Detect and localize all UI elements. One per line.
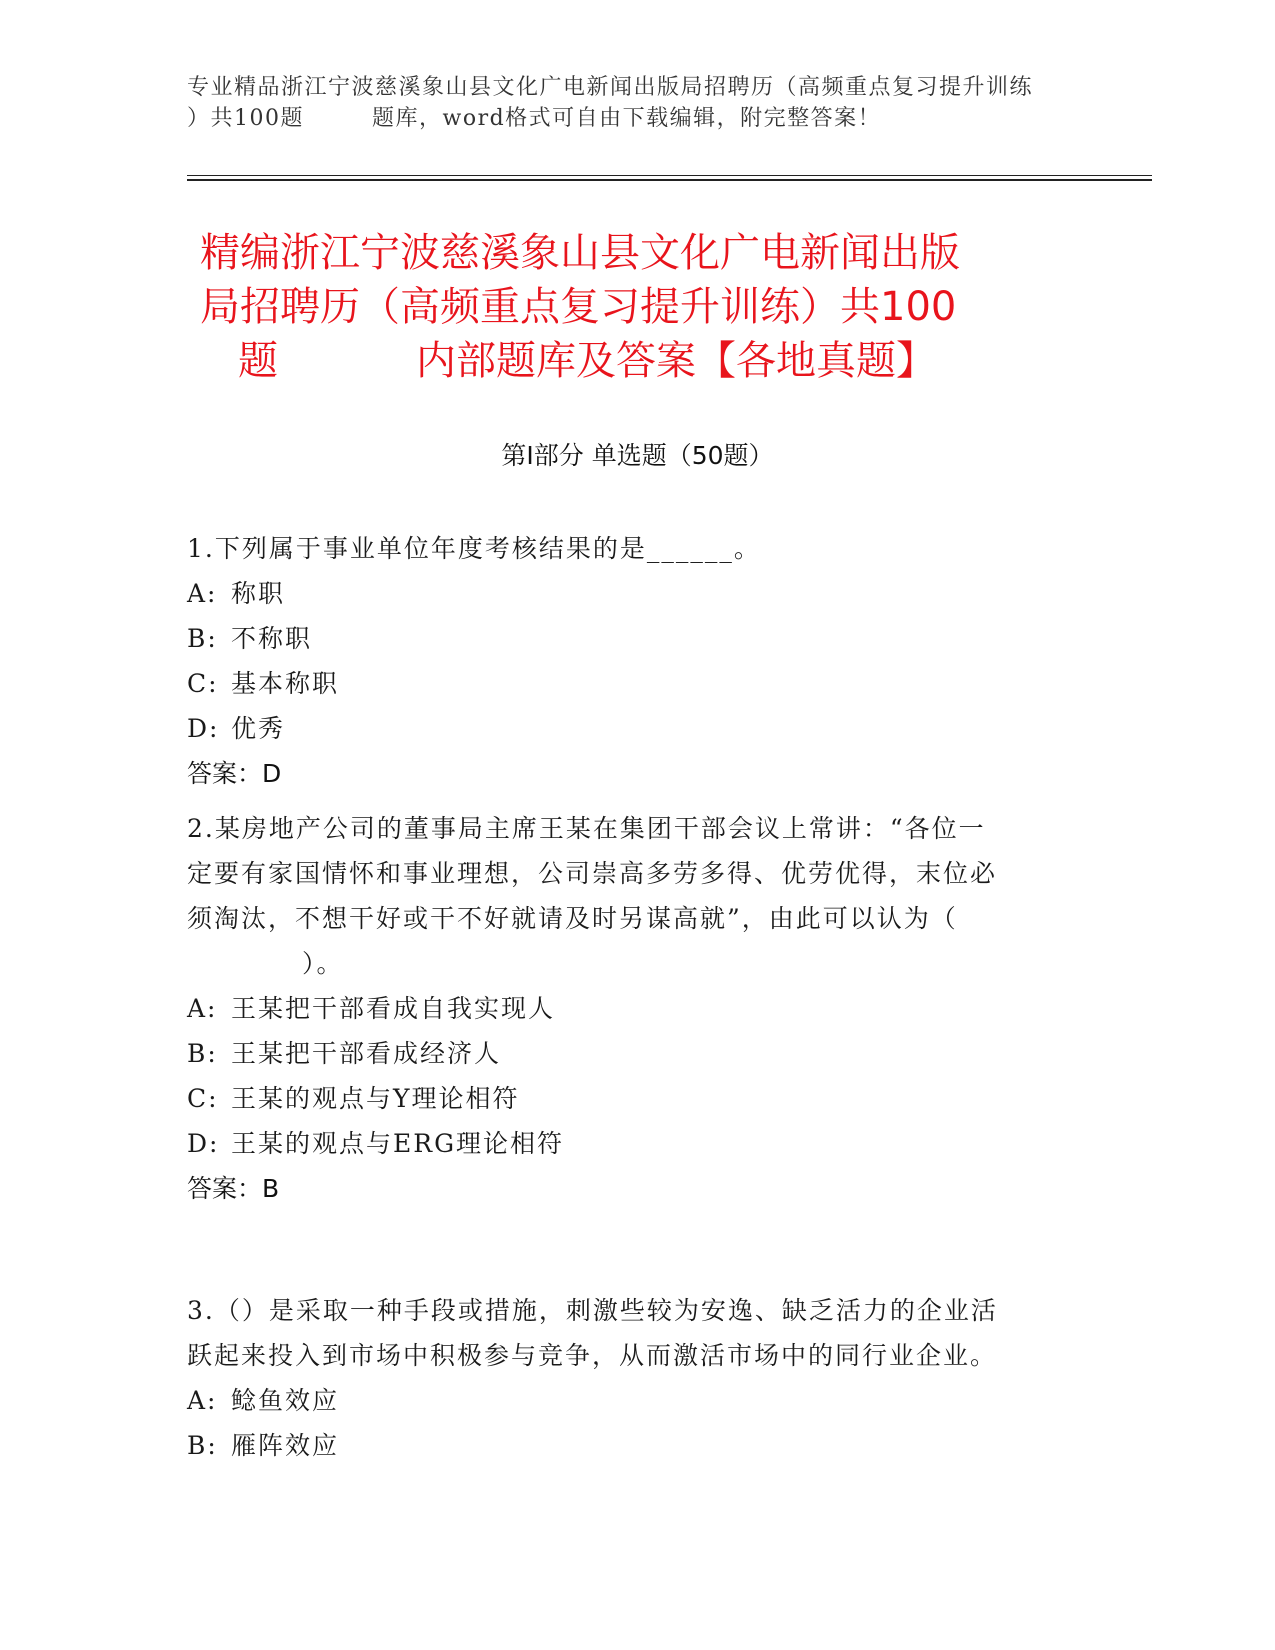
header-line-2-part-a: ）共100题 [187,106,304,131]
option-letter: A: [187,994,218,1023]
section-title: 第Ⅰ部分 单选题（50题） [501,441,774,470]
option-b [187,616,1067,661]
question-1 [187,526,1067,796]
page-header [187,72,1087,134]
option-letter: B: [187,1039,218,1068]
question-text-line: 须淘汰，不想干好或干不好就请及时另谋高就”，由此可以认为（ [187,904,958,933]
option-letter: D: [187,1129,220,1158]
option-text: 不称职 [231,624,313,653]
option-text: 王某把干部看成自我实现人 [231,994,556,1023]
option-text: 优秀 [231,714,286,743]
question-2 [187,806,1067,1211]
option-letter: B: [187,1431,218,1460]
header-line-2-part-b: 题库，word格式可自由下载编辑，附完整答案！ [372,106,882,131]
option-a [187,571,1067,616]
question-1-text [187,526,1067,571]
option-text: 王某的观点与Y理论相符 [231,1084,520,1113]
option-a [187,986,1067,1031]
question-2-text [187,806,1067,986]
title-line-3-part-a: 题 [238,338,278,384]
option-d [187,1121,1067,1166]
title-line-3 [200,334,1100,388]
question-text-line: 跃起来投入到市场中积极参与竞争，从而激活市场中的同行业企业。 [187,1341,998,1370]
option-letter: A: [187,579,218,608]
question-text-line: 2.某房地产公司的董事局主席王某在集团干部会议上常讲：“各位一 [187,814,986,843]
answer-line: 答案：B [187,1174,280,1203]
document-title [200,226,1100,388]
answer-line: 答案：D [187,759,282,788]
option-text: 称职 [231,579,286,608]
question-3-text [187,1288,1067,1378]
header-divider-thin [187,175,1152,176]
option-text: 鲶鱼效应 [231,1386,340,1415]
option-letter: A: [187,1386,218,1415]
option-letter: C: [187,669,219,698]
option-text: 王某的观点与ERG理论相符 [231,1129,565,1158]
title-line-3-part-b: 内部题库及答案【各地真题】 [416,338,936,384]
question-text-line: 定要有家国情怀和事业理想，公司崇高多劳多得、优劳优得，末位必 [187,859,998,888]
question-text-line: 1.下列属于事业单位年度考核结果的是______。 [187,534,761,563]
option-a [187,1378,1067,1423]
question-text-line: 3.（）是采取一种手段或措施，刺激些较为安逸、缺乏活力的企业活 [187,1296,998,1325]
title-line-2: 局招聘历（高频重点复习提升训练）共100 [200,284,957,330]
header-line-1: 专业精品浙江宁波慈溪象山县文化广电新闻出版局招聘历（高频重点复习提升训练 [187,75,1034,100]
option-c [187,661,1067,706]
option-text: 雁阵效应 [231,1431,340,1460]
option-text: 基本称职 [231,669,340,698]
title-line-1: 精编浙江宁波慈溪象山县文化广电新闻出版 [200,230,960,276]
option-b [187,1031,1067,1076]
header-divider-thick [187,179,1152,181]
option-letter: D: [187,714,220,743]
question-text-line: ）。 [302,949,344,978]
option-d [187,706,1067,751]
option-c [187,1076,1067,1121]
question-3 [187,1288,1067,1468]
option-letter: B: [187,624,218,653]
option-text: 王某把干部看成经济人 [231,1039,502,1068]
option-b [187,1423,1067,1468]
header-line-2 [187,103,1087,134]
option-letter: C: [187,1084,219,1113]
